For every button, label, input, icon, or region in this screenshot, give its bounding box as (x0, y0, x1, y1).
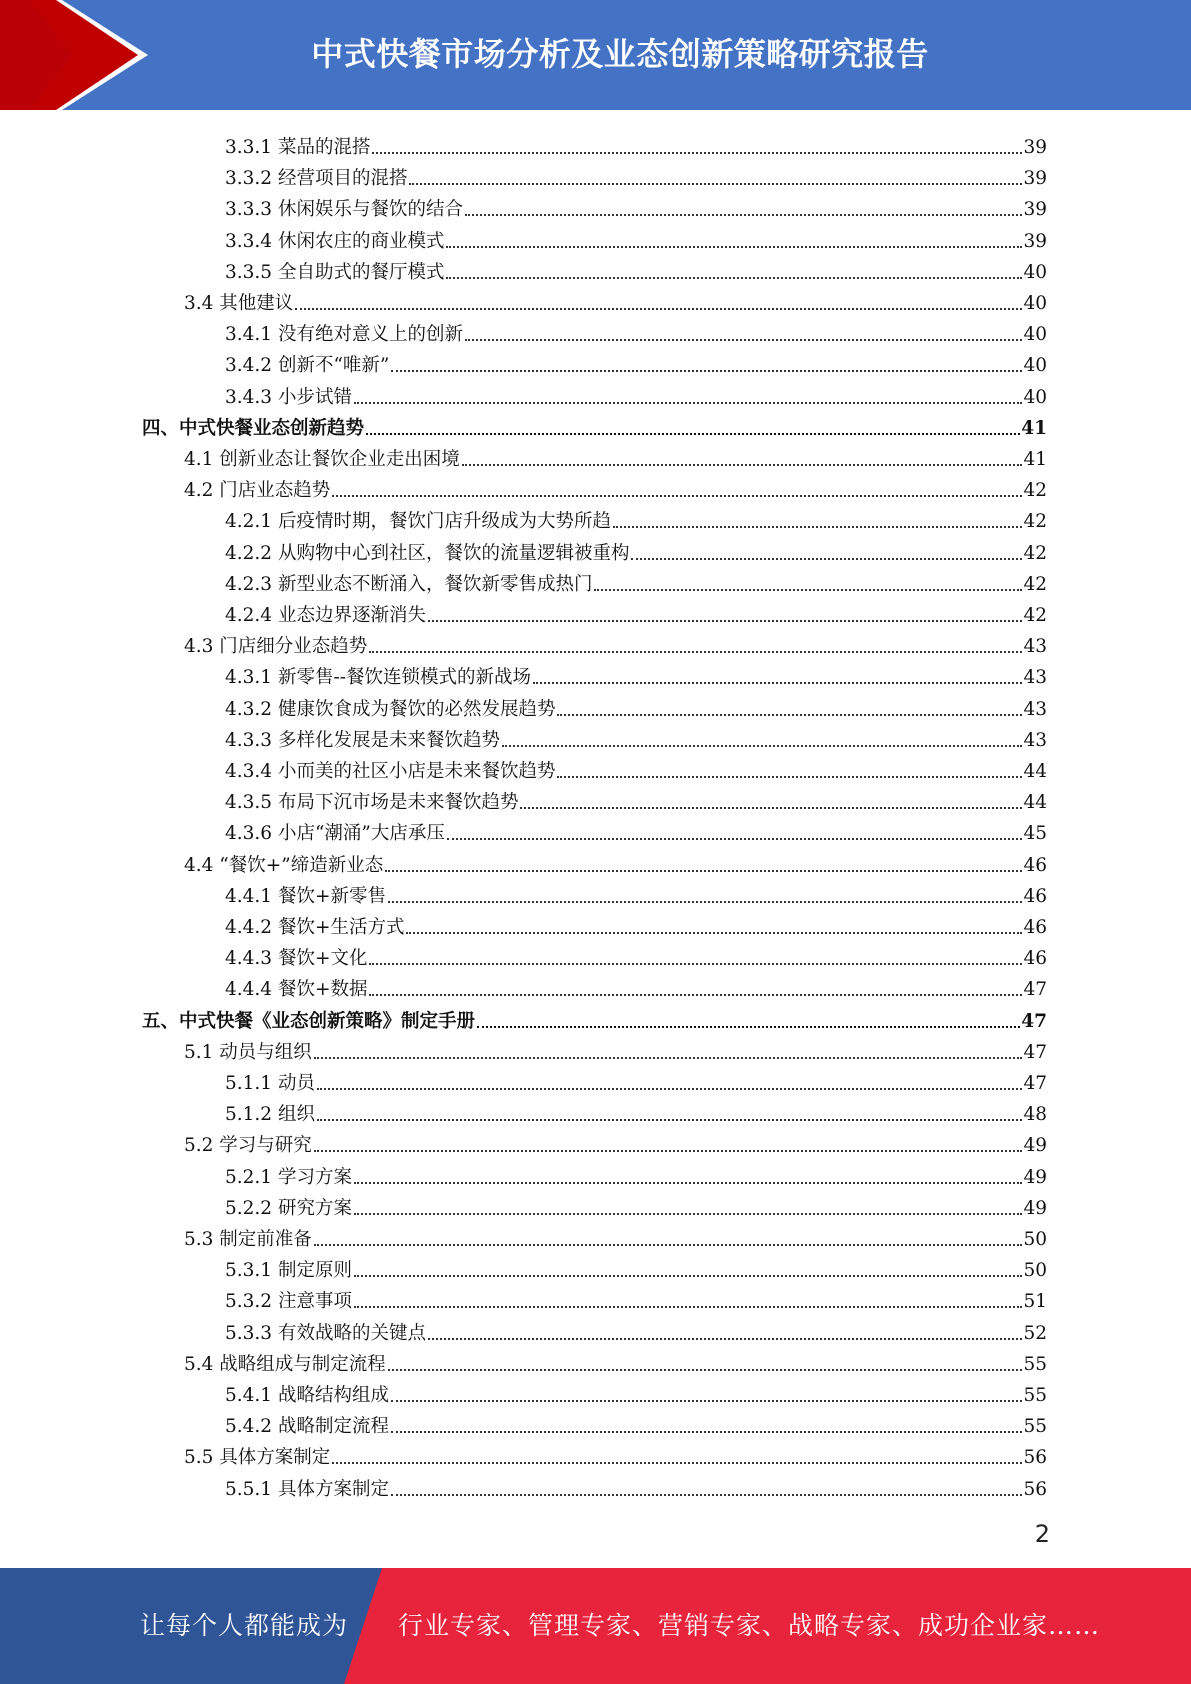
toc-dot-leader (557, 714, 1022, 716)
toc-dot-leader (332, 495, 1022, 497)
toc-entry[interactable] (225, 908, 1047, 939)
page-footer (0, 1568, 1191, 1684)
toc-entry-page: 41 (1023, 449, 1047, 470)
toc-entry-label: 5.2 学习与研究 (184, 1135, 312, 1157)
toc-entry-label: 4.3.5 布局下沉市场是未来餐饮趋势 (225, 792, 519, 814)
toc-dot-leader (594, 589, 1022, 591)
toc-entry-label: 3.3.5 全自助式的餐厅模式 (225, 261, 445, 283)
toc-entry-page: 41 (1021, 417, 1047, 439)
toc-dot-leader (533, 682, 1022, 684)
toc-entry-label: 四、中式快餐业态创新趋势 (142, 417, 365, 439)
toc-entry-page: 47 (1021, 1010, 1047, 1032)
toc-entry-label: 五、中式快餐《业态创新策略》制定手册 (142, 1010, 476, 1032)
toc-entry-page: 40 (1023, 355, 1047, 377)
toc-entry-label: 4.3.1 新零售--餐饮连锁模式的新战场 (225, 667, 531, 689)
toc-entry-page: 47 (1023, 1073, 1047, 1094)
toc-entry[interactable] (225, 159, 1047, 190)
toc-entry[interactable] (225, 378, 1047, 409)
toc-entry-page: 45 (1023, 823, 1047, 845)
toc-dot-leader (354, 402, 1023, 404)
toc-entry-page: 46 (1023, 885, 1047, 907)
toc-entry[interactable] (184, 471, 1047, 502)
toc-entry-page: 49 (1023, 1166, 1047, 1188)
toc-entry-label: 3.3.4 休闲农庄的商业模式 (225, 230, 445, 252)
toc-dot-leader (317, 1088, 1023, 1090)
toc-entry-page: 42 (1023, 542, 1047, 564)
toc-dot-leader (406, 932, 1022, 934)
toc-dot-leader (428, 1338, 1022, 1340)
toc-entry[interactable] (225, 315, 1047, 346)
toc-entry[interactable] (225, 1407, 1047, 1438)
toc-entry-page: 39 (1023, 199, 1047, 221)
toc-dot-leader (428, 620, 1022, 622)
toc-entry[interactable] (225, 1095, 1047, 1126)
toc-entry[interactable] (142, 1002, 1047, 1033)
toc-entry[interactable] (225, 690, 1047, 721)
toc-entry-page: 44 (1023, 761, 1047, 782)
toc-entry-label: 5.2.1 学习方案 (225, 1166, 352, 1188)
toc-entry-page: 47 (1023, 979, 1047, 1001)
toc-entry-page: 50 (1023, 1229, 1047, 1250)
toc-dot-leader (446, 246, 1022, 248)
toc-entry-label: 4.3.6 小店“潮涌”大店承压 (225, 823, 445, 845)
toc-dot-leader (502, 745, 1022, 747)
toc-entry-label: 3.3.1 菜品的混搭 (225, 137, 371, 158)
toc-entry-page: 49 (1023, 1135, 1047, 1157)
toc-dot-leader (369, 963, 1022, 965)
toc-entry-label: 5.4 战略组成与制定流程 (184, 1353, 386, 1375)
toc-dot-leader (613, 526, 1022, 528)
toc-entry-label: 3.3.3 休闲娱乐与餐饮的结合 (225, 199, 463, 221)
toc-entry-label: 4.4.4 餐饮+数据 (225, 979, 368, 1001)
toc-entry-label: 4.3.3 多样化发展是未来餐饮趋势 (225, 729, 500, 751)
toc-entry-label: 4.2.1 后疫情时期，餐饮门店升级成为大势所趋 (225, 511, 611, 533)
toc-dot-leader (332, 1462, 1022, 1464)
page-number: 2 (1034, 1520, 1050, 1548)
toc-entry-label: 5.5.1 具体方案制定 (225, 1478, 389, 1500)
toc-entry-label: 5.1 动员与组织 (184, 1041, 312, 1063)
toc-entry-page: 42 (1023, 511, 1047, 533)
toc-dot-leader (372, 152, 1022, 154)
toc-entry-label: 4.4 “餐饮+”缔造新业态 (184, 854, 384, 876)
toc-entry[interactable] (184, 1438, 1047, 1469)
footer-slogan-right: 行业专家、管理专家、营销专家、战略专家、成功企业家…… (398, 1611, 1101, 1640)
toc-entry-label: 4.4.2 餐饮+生活方式 (225, 917, 405, 938)
toc-entry[interactable] (225, 222, 1047, 253)
toc-dot-leader (354, 1182, 1023, 1184)
toc-dot-leader (520, 807, 1022, 809)
toc-dot-leader (354, 1306, 1023, 1308)
toc-dot-leader (409, 183, 1022, 185)
toc-dot-leader (391, 1431, 1022, 1433)
toc-entry[interactable] (184, 846, 1047, 877)
toc-entry[interactable] (225, 1158, 1047, 1189)
toc-dot-leader (385, 870, 1022, 872)
toc-entry-page: 55 (1023, 1353, 1047, 1375)
toc-entry-label: 3.3.2 经营项目的混搭 (225, 168, 408, 190)
toc-entry-label: 5.3.3 有效战略的关键点 (225, 1322, 426, 1344)
toc-entry[interactable] (225, 939, 1047, 970)
toc-entry-page: 40 (1023, 261, 1047, 283)
toc-dot-leader (465, 214, 1022, 216)
toc-entry-page: 48 (1023, 1104, 1047, 1126)
toc-entry[interactable] (225, 970, 1047, 1001)
toc-entry-page: 42 (1023, 605, 1047, 626)
toc-dot-leader (354, 1275, 1023, 1277)
toc-entry-label: 4.3 门店细分业态趋势 (184, 636, 368, 658)
toc-entry-label: 5.3 制定前准备 (184, 1229, 312, 1250)
toc-entry-label: 3.4.3 小步试错 (225, 386, 352, 408)
toc-dot-leader (314, 1057, 1023, 1059)
toc-entry-page: 40 (1023, 293, 1047, 314)
toc-entry[interactable] (225, 1064, 1047, 1095)
toc-dot-leader (446, 277, 1022, 279)
toc-entry-label: 3.4.1 没有绝对意义上的创新 (225, 324, 463, 346)
toc-entry[interactable] (225, 721, 1047, 752)
toc-entry-label: 4.4.1 餐饮+新零售 (225, 885, 386, 907)
toc-dot-leader (465, 339, 1022, 341)
toc-entry-page: 39 (1023, 168, 1047, 190)
toc-entry[interactable] (225, 1282, 1047, 1313)
toc-entry-label: 5.2.2 研究方案 (225, 1197, 352, 1219)
toc-dot-leader (557, 776, 1022, 778)
toc-entry[interactable] (225, 1376, 1047, 1407)
toc-entry-label: 4.4.3 餐饮+文化 (225, 948, 368, 970)
toc-dot-leader (366, 433, 1020, 435)
toc-entry-page: 51 (1023, 1291, 1047, 1313)
toc-entry-label: 5.3.2 注意事项 (225, 1291, 352, 1313)
toc-entry[interactable] (225, 1314, 1047, 1345)
toc-entry[interactable] (225, 596, 1047, 627)
toc-entry-page: 46 (1023, 917, 1047, 938)
toc-dot-leader (369, 651, 1022, 653)
toc-entry-page: 43 (1023, 729, 1047, 751)
toc-entry-label: 4.2 门店业态趋势 (184, 480, 331, 502)
toc-entry[interactable] (225, 1189, 1047, 1220)
toc-entry-label: 4.2.2 从购物中心到社区，餐饮的流量逻辑被重构 (225, 542, 630, 564)
toc-entry-page: 39 (1023, 230, 1047, 252)
document-title: 中式快餐市场分析及业态创新策略研究报告 (311, 35, 929, 73)
toc-entry[interactable] (184, 1126, 1047, 1157)
toc-entry-label: 4.2.4 业态边界逐渐消失 (225, 605, 426, 626)
toc-entry[interactable] (184, 627, 1047, 658)
footer-slogan-left: 让每个人都能成为 (140, 1611, 349, 1640)
page-header (0, 0, 1191, 110)
toc-entry[interactable] (225, 190, 1047, 221)
toc-entry-page: 40 (1023, 386, 1047, 408)
toc-dot-leader (295, 308, 1022, 310)
toc-dot-leader (477, 1026, 1020, 1028)
toc-entry[interactable] (225, 877, 1047, 908)
toc-entry[interactable] (225, 1470, 1047, 1501)
toc-entry-label: 5.1.1 动员 (225, 1073, 315, 1094)
toc-entry-label: 4.1 创新业态让餐饮企业走出困境 (184, 449, 460, 470)
toc-entry-page: 44 (1023, 792, 1047, 814)
toc-entry-page: 39 (1023, 137, 1047, 158)
toc-entry-page: 46 (1023, 854, 1047, 876)
toc-dot-leader (314, 1244, 1023, 1246)
toc-entry[interactable] (184, 1033, 1047, 1064)
toc-entry[interactable] (225, 752, 1047, 783)
toc-entry-label: 4.3.4 小而美的社区小店是未来餐饮趋势 (225, 761, 556, 782)
toc-entry-page: 46 (1023, 948, 1047, 970)
toc-entry[interactable] (225, 128, 1047, 159)
toc-entry-label: 4.2.3 新型业态不断涌入，餐饮新零售成热门 (225, 573, 593, 595)
toc-entry-page: 55 (1023, 1385, 1047, 1406)
toc-entry-label: 3.4 其他建议 (184, 293, 294, 314)
toc-entry[interactable] (184, 440, 1047, 471)
toc-entry[interactable] (225, 502, 1047, 533)
toc-entry-label: 5.4.2 战略制定流程 (225, 1416, 389, 1438)
toc-dot-leader (314, 1150, 1023, 1152)
toc-entry[interactable] (184, 1345, 1047, 1376)
toc-entry[interactable] (225, 814, 1047, 845)
toc-entry-page: 50 (1023, 1260, 1047, 1282)
toc-entry[interactable] (225, 534, 1047, 565)
toc-entry-page: 56 (1023, 1478, 1047, 1500)
toc-dot-leader (369, 994, 1022, 996)
toc-entry-page: 43 (1023, 698, 1047, 720)
toc-entry[interactable] (225, 253, 1047, 284)
toc-entry-page: 47 (1023, 1041, 1047, 1063)
toc-entry-label: 5.5 具体方案制定 (184, 1447, 331, 1469)
toc-entry[interactable] (142, 409, 1047, 440)
toc-entry-label: 4.3.2 健康饮食成为餐饮的必然发展趋势 (225, 698, 556, 720)
toc-dot-leader (317, 1119, 1023, 1121)
toc-dot-leader (388, 901, 1022, 903)
toc-dot-leader (388, 1369, 1023, 1371)
toc-entry[interactable] (225, 346, 1047, 377)
toc-entry-page: 56 (1023, 1447, 1047, 1469)
toc-entry-page: 49 (1023, 1197, 1047, 1219)
toc-entry[interactable] (184, 1220, 1047, 1251)
toc-entry-page: 43 (1023, 667, 1047, 689)
toc-dot-leader (631, 558, 1022, 560)
toc-entry-page: 55 (1023, 1416, 1047, 1438)
toc-entry[interactable] (184, 284, 1047, 315)
toc-entry-page: 42 (1023, 573, 1047, 595)
toc-entry[interactable] (225, 658, 1047, 689)
toc-dot-leader (391, 1494, 1022, 1496)
toc-entry[interactable] (225, 565, 1047, 596)
toc-entry[interactable] (225, 1251, 1047, 1282)
toc-dot-leader (354, 1213, 1023, 1215)
toc-entry-label: 5.3.1 制定原则 (225, 1260, 352, 1282)
toc-entry-page: 40 (1023, 324, 1047, 346)
toc-entry-page: 52 (1023, 1322, 1047, 1344)
toc-entry-label: 5.4.1 战略结构组成 (225, 1385, 389, 1406)
toc-dot-leader (447, 838, 1023, 840)
toc-dot-leader (462, 464, 1023, 466)
toc-entry[interactable] (225, 783, 1047, 814)
toc-entry-label: 3.4.2 创新不“唯新” (225, 355, 390, 377)
toc-dot-leader (391, 1400, 1022, 1402)
header-red-chevron-icon (0, 0, 150, 110)
toc-entry-page: 42 (1023, 480, 1047, 502)
toc-entry-page: 43 (1023, 636, 1047, 658)
toc-dot-leader (391, 370, 1022, 372)
toc-entry-label: 5.1.2 组织 (225, 1104, 315, 1126)
